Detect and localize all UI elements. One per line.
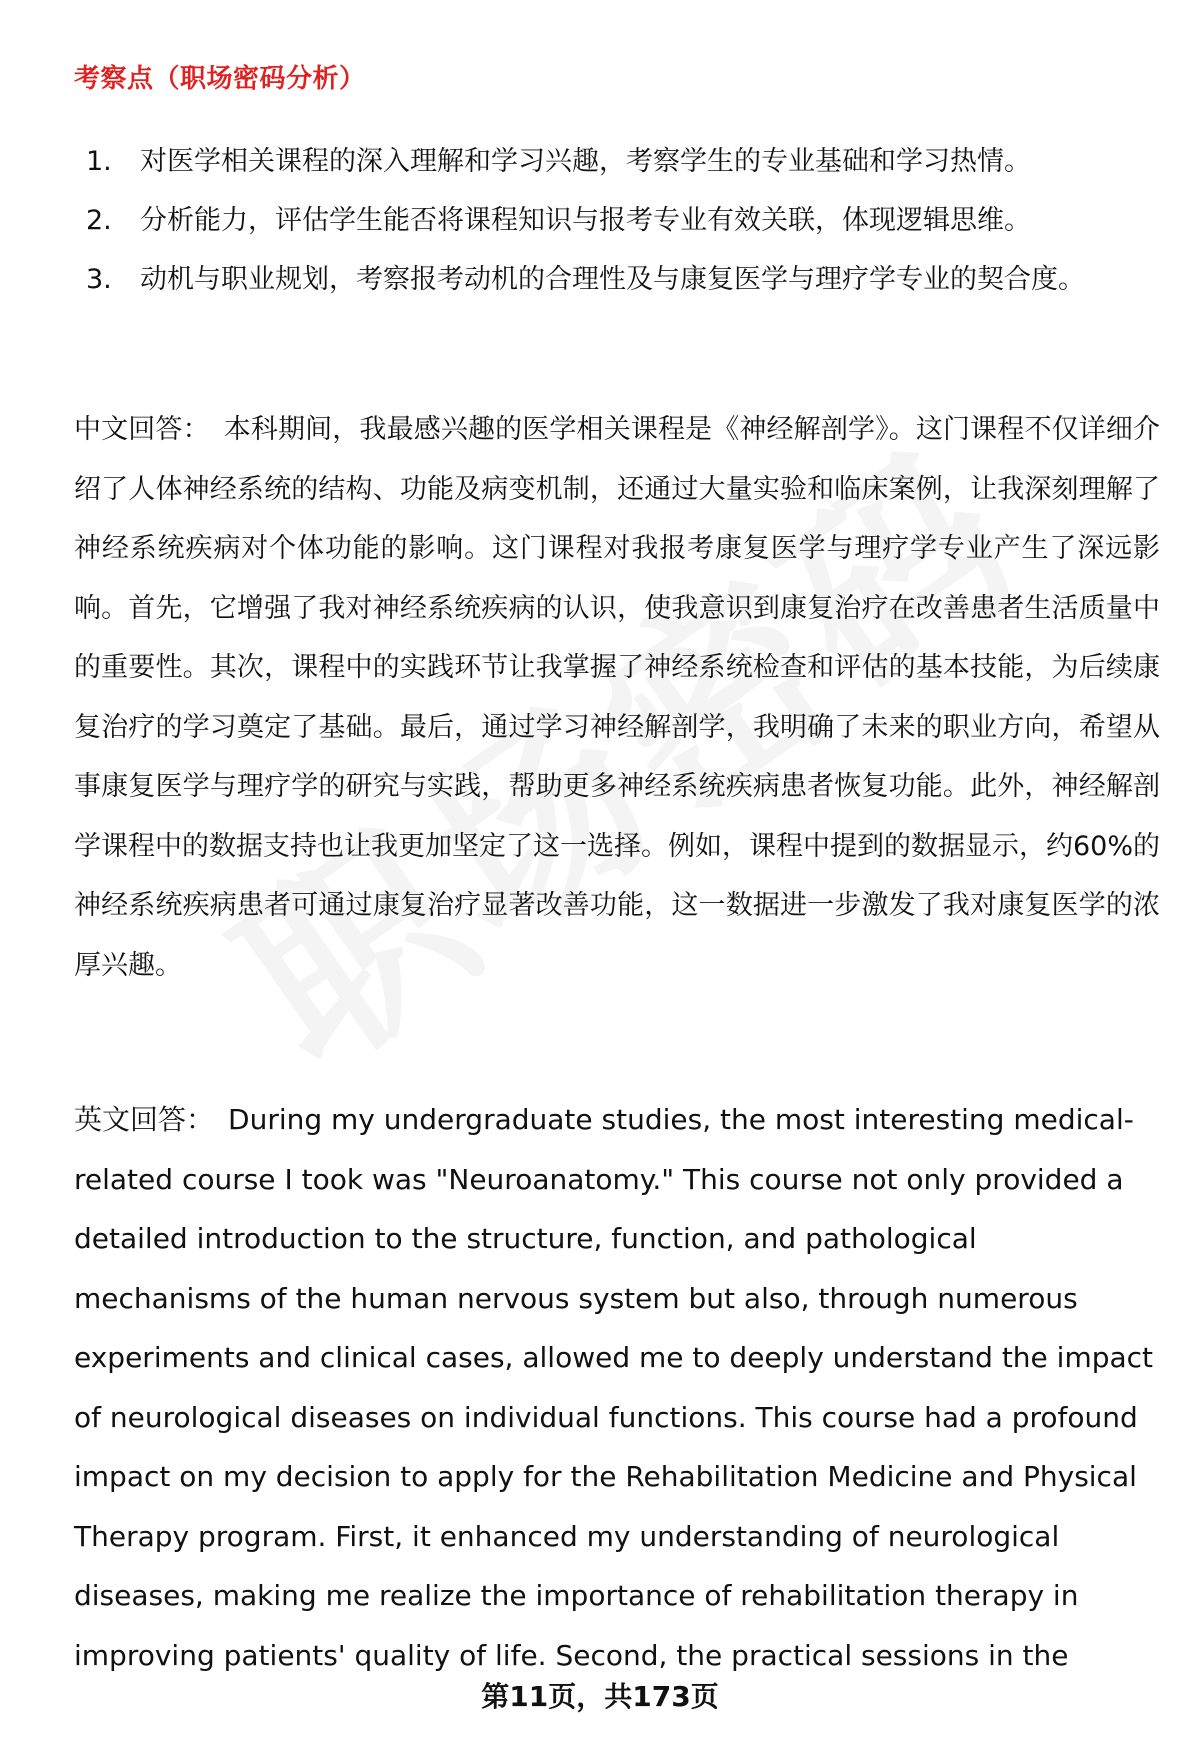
- list-text: 分析能力，评估学生能否将课程知识与报考专业有效关联，体现逻辑思维。: [140, 205, 1031, 236]
- list-item: [74, 132, 1154, 191]
- english-answer-text: During my undergraduate studies, the most interesting medical-related course I took was "Neuroanatomy." This course not only provided a detailed introduction to the structure, function, and pathological mechanisms of the human nervous system but also, through numerous experiments and clinical cases, allowed me to deeply understand the impact of neurological diseases on individual functions. This course had a profound impact on my decision to apply for the Rehabilitation Medicine and Physical Therapy program. First, it enhanced my understanding of neurological diseases, making me realize the importance of rehabilitation therapy in improving patients' quality of life. Second, the practical sessions in the: [74, 1103, 1154, 1672]
- assessment-points-list: [74, 132, 1154, 309]
- list-text: 动机与职业规划，考察报考动机的合理性及与康复医学与理疗学专业的契合度。: [140, 264, 1085, 295]
- chinese-answer-label: 中文回答：: [74, 414, 210, 445]
- list-number: 1.: [86, 146, 112, 177]
- english-answer-label: 英文回答：: [74, 1103, 215, 1136]
- chinese-answer-paragraph: [74, 400, 1160, 995]
- list-number: 2.: [86, 205, 112, 236]
- list-item: [74, 191, 1154, 250]
- list-text: 对医学相关课程的深入理解和学习兴趣，考察学生的专业基础和学习热情。: [140, 146, 1031, 177]
- list-item: [74, 250, 1154, 309]
- english-answer-paragraph: [74, 1090, 1160, 1685]
- section-heading: 考察点（职场密码分析）: [74, 64, 366, 94]
- chinese-answer-text: 本科期间，我最感兴趣的医学相关课程是《神经解剖学》。这门课程不仅详细介绍了人体神经系统的结构、功能及病变机制，还通过大量实验和临床案例，让我深刻理解了神经系统疾病对个体功能的影响。这门课程对我报考康复医学与理疗学专业产生了深远影响。首先，它增强了我对神经系统疾病的认识，使我意识到康复治疗在改善患者生活质量中的重要性。其次，课程中的实践环节让我掌握了神经系统检查和评估的基本技能，为后续康复治疗的学习奠定了基础。最后，通过学习神经解剖学，我明确了未来的职业方向，希望从事康复医学与理疗学的研究与实践，帮助更多神经系统疾病患者恢复功能。此外，神经解剖学课程中的数据支持也让我更加坚定了这一选择。例如，课程中提到的数据显示，约60%的神经系统疾病患者可通过康复治疗显著改善功能，这一数据进一步激发了我对康复医学的浓厚兴趣。: [74, 414, 1161, 981]
- list-number: 3.: [86, 264, 112, 295]
- page-number-footer: 第11页，共173页: [481, 1680, 719, 1713]
